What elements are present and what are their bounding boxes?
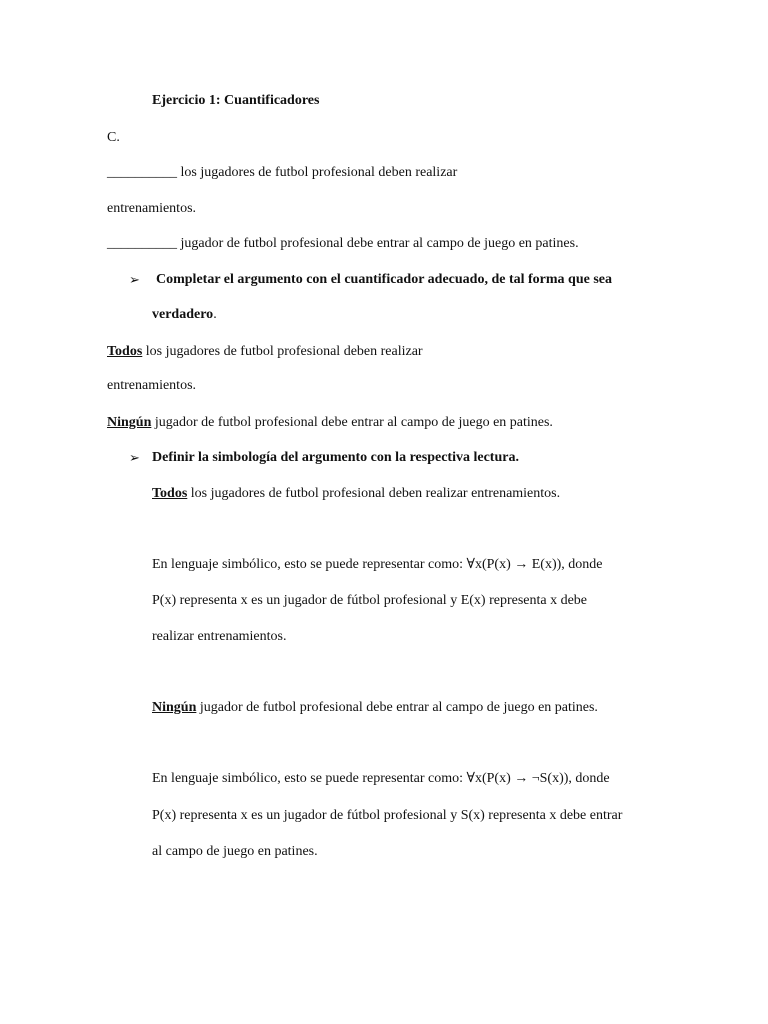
blank-sentence-1-continuation: entrenamientos.	[107, 201, 197, 216]
sentence-text: jugador de futbol profesional debe entrar al campo de juego en patines.	[177, 236, 579, 251]
instruction-2: Definir la simbología del argumento con la respectiva lectura.	[152, 450, 519, 465]
part-2-sentence	[152, 699, 598, 717]
part-1-symbolic-line-3: realizar entrenamientos.	[152, 629, 287, 644]
part-2-symbolic-line-3: al campo de juego en patines.	[152, 844, 318, 859]
arrow-bullet-icon: ➢	[129, 450, 140, 465]
quantifier-word: Ningún	[107, 415, 152, 430]
part-1-symbolic-line-1: En lenguaje simbólico, esto se puede representar como: ∀x(P(x) → E(x)), donde	[152, 557, 603, 572]
part-2-symbolic-line-2: P(x) representa x es un jugador de fútbol profesional y S(x) representa x debe entrar	[152, 808, 623, 823]
quantifier-word: Todos	[152, 486, 188, 501]
instruction-1-line-1: Completar el argumento con el cuantificador adecuado, de tal forma que sea	[156, 272, 612, 287]
blank-line: __________	[107, 165, 177, 180]
blank-sentence-2	[107, 235, 579, 253]
sentence-text: jugador de futbol profesional debe entrar al campo de juego en patines.	[196, 700, 598, 715]
part-1-symbolic-line-2: P(x) representa x es un jugador de fútbol profesional y E(x) representa x debe	[152, 593, 588, 608]
exercise-title: Ejercicio 1: Cuantificadores	[152, 93, 320, 108]
answer-sentence-2	[107, 414, 553, 432]
section-letter: C.	[107, 130, 120, 145]
part-2-symbolic-line-1: En lenguaje simbólico, esto se puede representar como: ∀x(P(x) → ¬S(x)), donde	[152, 771, 610, 786]
answer-sentence-1	[107, 343, 423, 361]
sentence-text: jugador de futbol profesional debe entrar al campo de juego en patines.	[151, 415, 553, 430]
answer-sentence-1-continuation: entrenamientos.	[107, 378, 197, 393]
sentence-text: los jugadores de futbol profesional deben realizar	[177, 165, 458, 180]
quantifier-word: Todos	[107, 344, 143, 359]
sentence-text: los jugadores de futbol profesional deben realizar entrenamientos.	[187, 486, 561, 501]
quantifier-word: Ningún	[152, 700, 197, 715]
arrow-bullet-icon: ➢	[129, 272, 140, 287]
part-1-sentence	[152, 485, 560, 503]
sentence-text: los jugadores de futbol profesional deben realizar	[142, 344, 423, 359]
blank-line: __________	[107, 236, 177, 251]
blank-sentence-1	[107, 164, 457, 182]
instruction-1-line-2: verdadero.	[152, 307, 217, 322]
